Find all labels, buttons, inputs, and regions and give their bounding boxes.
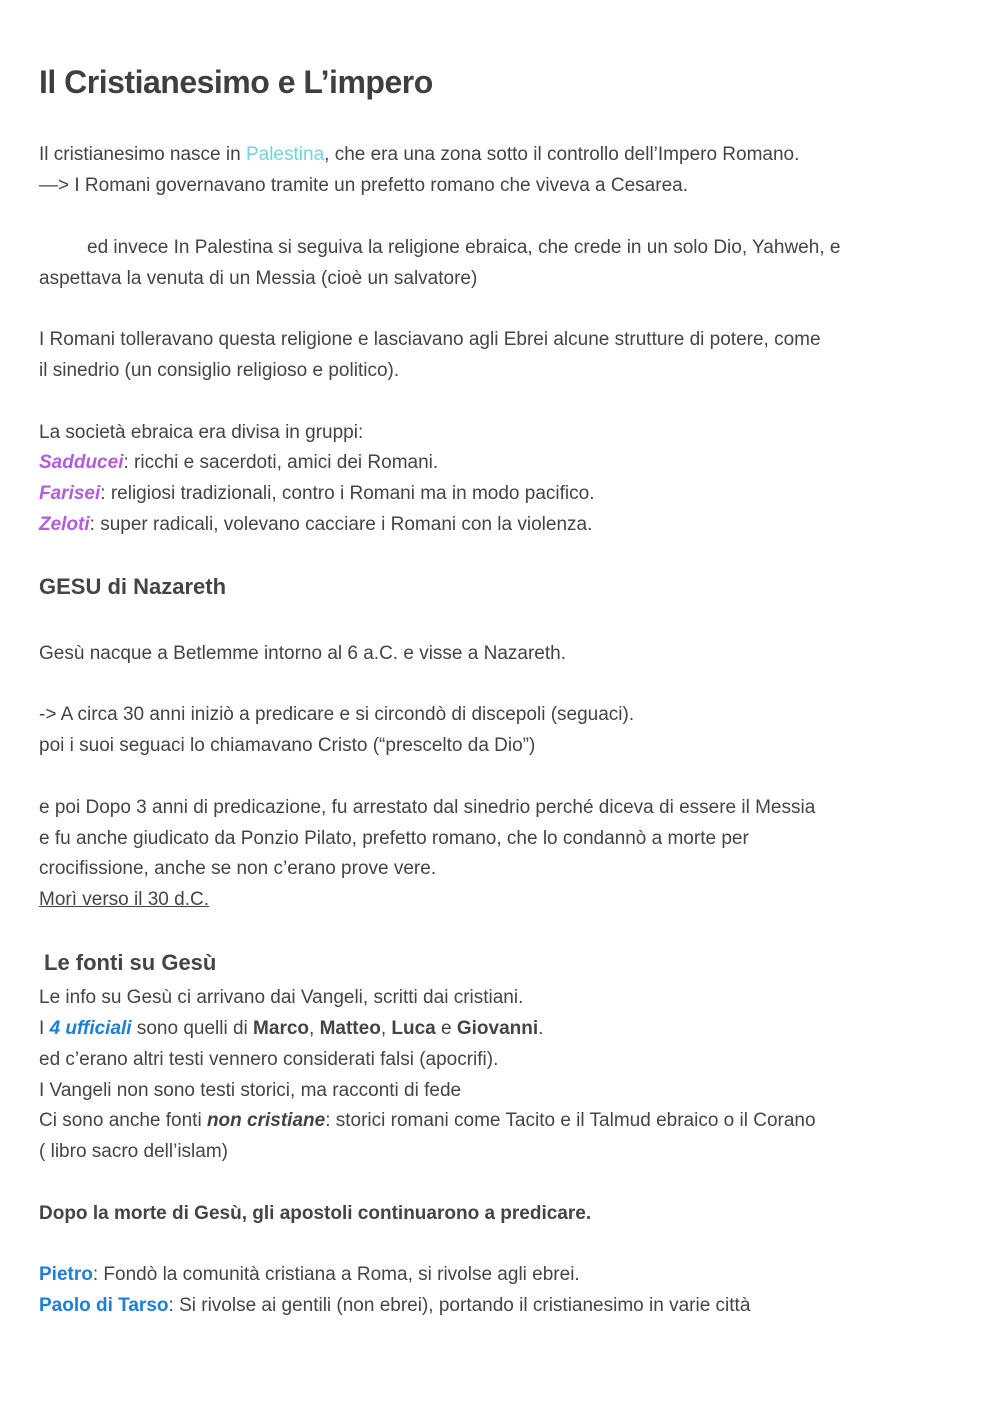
apostolo-name-link[interactable]: Pietro (39, 1264, 93, 1285)
page-title: Il Cristianesimo e L’impero (39, 64, 433, 100)
gesu-line-1: Gesù nacque a Betlemme intorno al 6 a.C. e visse a Nazareth. (39, 643, 566, 664)
apostolo-name-link[interactable]: Paolo di Tarso (39, 1295, 169, 1316)
intro-text: , che era una zona sotto il controllo dell’Impero Romano. (324, 144, 800, 165)
group-desc: : ricchi e sacerdoti, amici dei Romani. (123, 452, 439, 473)
separator: . (538, 1018, 544, 1039)
palestina-link[interactable]: Palestina (245, 144, 325, 165)
fonti-heading: Le fonti su Gesù (44, 950, 217, 975)
separator: , (309, 1018, 320, 1039)
evangelist-name: Matteo (319, 1018, 381, 1039)
evangelist-name: Giovanni (456, 1018, 539, 1039)
evangelist-name: Marco (253, 1018, 310, 1039)
gesu-line-5: e fu anche giudicato da Ponzio Pilato, prefetto romano, che lo condannò a morte per (39, 828, 749, 849)
fonti-text: : storici romani come Tacito e il Talmud ebraico o il Corano (325, 1110, 816, 1131)
fonti-line-3: ed c’erano altri testi vennero considerati falsi (apocrifi). (39, 1049, 499, 1070)
fonti-text: I (39, 1018, 50, 1039)
fonti-line-1: Le info su Gesù ci arrivano dai Vangeli, scritti dai cristiani. (39, 987, 524, 1008)
gesu-line-6: crocifissione, anche se non c’erano prove vere. (39, 858, 437, 879)
gesu-line-3: poi i suoi seguaci lo chiamavano Cristo (“prescelto da Dio”) (39, 735, 536, 756)
apostolo-item-paolo (39, 1293, 750, 1319)
evangelist-name: Luca (391, 1018, 436, 1039)
fonti-text: Ci sono anche fonti (39, 1110, 207, 1131)
apostolo-desc: : Si rivolse ai gentili (non ebrei), portando il cristianesimo in varie città (168, 1295, 751, 1316)
apostoli-intro: Dopo la morte di Gesù, gli apostoli continuarono a predicare. (39, 1203, 592, 1224)
intro-line-5: I Romani tolleravano questa religione e lasciavano agli Ebrei alcune strutture di potere, come (39, 329, 821, 350)
intro-text: Il cristianesimo nasce in (39, 144, 246, 165)
groups-intro: La società ebraica era divisa in gruppi: (39, 422, 364, 443)
fonti-line-5 (39, 1108, 816, 1134)
gesu-line-7: Morì verso il 30 d.C. (39, 889, 209, 910)
separator: , (380, 1018, 392, 1039)
fonti-line-2 (39, 1016, 543, 1042)
intro-line-2: —> I Romani governavano tramite un prefetto romano che viveva a Cesarea. (39, 175, 688, 196)
separator: e (435, 1018, 457, 1039)
intro-line-4: aspettava la venuta di un Messia (cioè un salvatore) (39, 268, 478, 289)
group-item-sadducei (39, 450, 438, 476)
group-item-zeloti (39, 512, 592, 538)
intro-line-3: ed invece In Palestina si seguiva la religione ebraica, che crede in un solo Dio, Yahweh, e (87, 237, 841, 258)
intro-line-1 (39, 142, 799, 168)
gesu-line-4: e poi Dopo 3 anni di predicazione, fu arrestato dal sinedrio perché diceva di essere il Messia (39, 797, 816, 818)
group-desc: : super radicali, volevano cacciare i Romani con la violenza. (89, 514, 593, 535)
gesu-heading: GESU di Nazareth (39, 574, 227, 599)
fonti-line-6: ( libro sacro dell’islam) (39, 1141, 228, 1162)
group-item-farisei (39, 481, 594, 507)
group-desc: : religiosi tradizionali, contro i Romani ma in modo pacifico. (100, 483, 595, 504)
group-name: Zeloti (39, 514, 90, 535)
fonti-line-4: I Vangeli non sono testi storici, ma racconti di fede (39, 1080, 462, 1101)
ufficiali-link[interactable]: 4 ufficiali (49, 1018, 132, 1039)
non-cristiane-emphasis: non cristiane (206, 1110, 326, 1131)
intro-line-6: il sinedrio (un consiglio religioso e politico). (39, 360, 400, 381)
fonti-text: sono quelli di (131, 1018, 254, 1039)
apostolo-item-pietro (39, 1262, 580, 1288)
group-name: Sadducei (39, 452, 124, 473)
gesu-line-2: -> A circa 30 anni iniziò a predicare e si circondò di discepoli (seguaci). (39, 704, 635, 725)
group-name: Farisei (39, 483, 101, 504)
apostolo-desc: : Fondò la comunità cristiana a Roma, si rivolse agli ebrei. (92, 1264, 580, 1285)
